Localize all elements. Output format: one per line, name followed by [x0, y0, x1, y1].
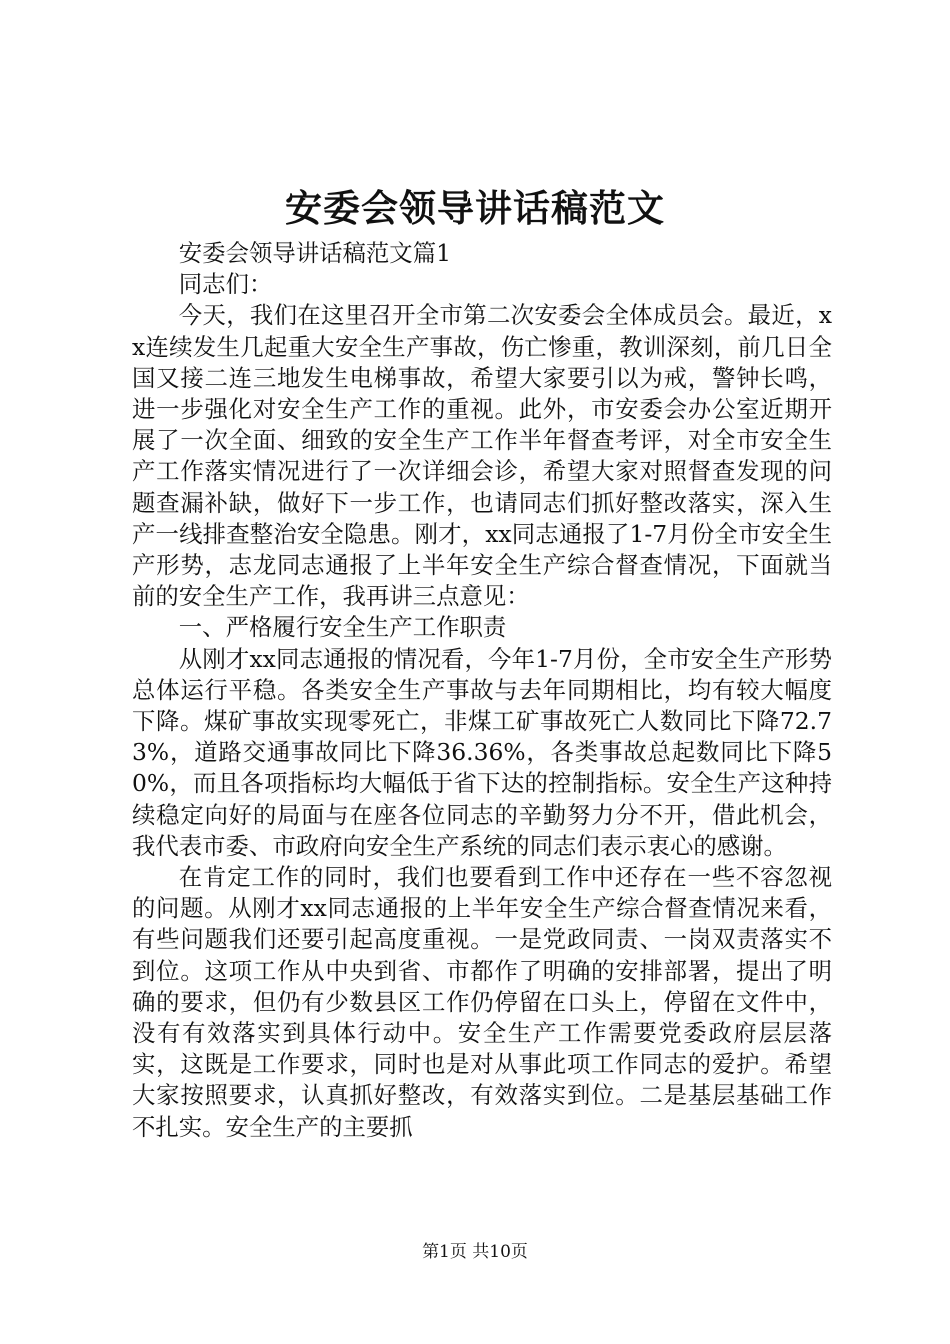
document-title: 安委会领导讲话稿范文 — [285, 186, 665, 230]
document-body — [132, 238, 832, 1143]
body-paragraph: 今天，我们在这里召开全市第二次安委会全体成员会。最近，xx连续发生几起重大安全生产事故，伤亡惨重，教训深刻，前几日全国又接二连三地发生电梯事故，希望大家要引以为戒，警钟长鸣，进一步强化对安全生产工作的重视。此外，市安委会办公室近期开展了一次全面、细致的安全生产工作半年督查考评，对全市安全生产工作落实情况进行了一次详细会诊，希望大家对照督查发现的问题查漏补缺，做好下一步工作，也请同志们抓好整改落实，深入生产一线排查整治安全隐患。刚才，xx同志通报了1-7月份全市安全生产形势，志龙同志通报了上半年安全生产综合督查情况，下面就当前的安全生产工作，我再讲三点意见： — [132, 301, 832, 611]
page-number-footer: 第1页 共10页 — [422, 1242, 528, 1262]
body-paragraph: 在肯定工作的同时，我们也要看到工作中还存在一些不容忽视的问题。从刚才xx同志通报的上半年安全生产综合督查情况来看，有些问题我们还要引起高度重视。一是党政同责、一岗双责落实不到位。这项工作从中央到省、市都作了明确的安排部署，提出了明确的要求，但仍有少数县区工作仍停留在口头上，停留在文件中，没有有效落实到具体行动中。安全生产工作需要党委政府层层落实，这既是工作要求，同时也是对从事此项工作同志的爱护。希望大家按照要求，认真抓好整改，有效落实到位。二是基层基础工作不扎实。安全生产的主要抓 — [132, 863, 832, 1141]
body-paragraph: 从刚才xx同志通报的情况看，今年1-7月份，全市安全生产形势总体运行平稳。各类安全生产事故与去年同期相比，均有较大幅度下降。煤矿事故实现零死亡，非煤工矿事故死亡人数同比下降72.73%，道路交通事故同比下降36.36%，各类事故总起数同比下降50%，而且各项指标均大幅低于省下达的控制指标。安全生产这种持续稳定向好的局面与在座各位同志的辛勤努力分不开，借此机会，我代表市委、市政府向安全生产系统的同志们表示衷心的感谢。 — [132, 644, 832, 860]
section-heading: 安委会领导讲话稿范文篇1 — [178, 239, 451, 267]
salutation: 同志们： — [178, 270, 273, 299]
subsection-heading: 一、严格履行安全生产工作职责 — [178, 613, 507, 642]
